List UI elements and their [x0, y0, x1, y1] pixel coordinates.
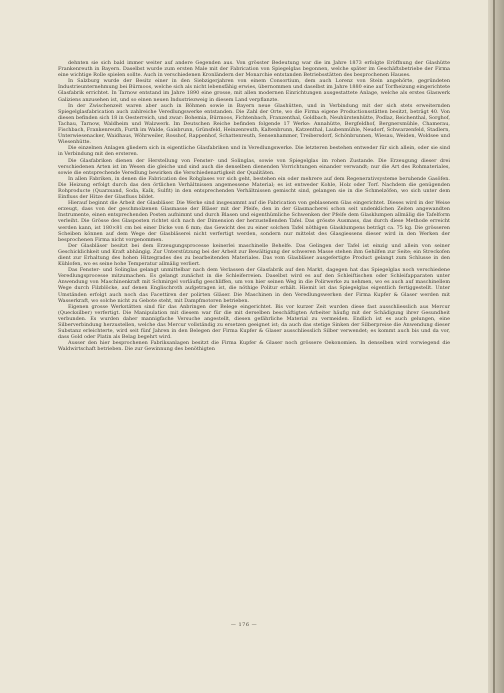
paragraph-3: In der Zwischenzeit waren aber auch in Böhmen sowie in Bayern neue Glashütten, und in Verbindung mit der sich stets erweiternden Spiegelglasfabrication auch zahlreiche Veredlungswerke entstanden. Die Zahl der Orte, wo die Firma eigene Productionsstätten besitzt, beträgt 40. Von diesen befinden sich 18 in Oesterreich, und zwar: Bohemia, Bürmoos, Fichtenbach, Franzenthal, Goldbach, Neuhürstenhütte, Podlaz, Reichenthal, Sorghof, Tachau, Tarnow, Waldheim und Walzwerk. Im Deutschen Reiche befinden folgende 17 Werke: Annahütte, Bergfeldhof, Bergnersmühle, Chamerau, Fischbach, Frankenreuth, Furth im Walde, Gaisbrunn, Grünsfeld, Heinzenreuth, Kaltenbrunn, Katzenthal, Laubenmühle, Neudorf, Schwarzenfeld, Stadlern, Unterwiesenacker, Waidhaus, Wöhrweiler, Rosshof, Rappenhof, Schattenreuth, Sensenhammer, Treibersdorf, Schönbrunnen, Wiesau, Weiden, Woldsee und Wiesenhütte.: [58, 102, 450, 146]
paragraph-10: Eigenen grosse Werkstätten sind für das Anbringen der Belege eingerichtet. Bis vor kurzer Zeit wurden diese fast ausschliesslich aus Mercur (Quecksilber) verfertigt. Die Manipulation mit diesem war für die mit derselben beschäftigten Arbeiter häufig mit der Schädigung ihrer Gesundheit verbunden. Es wurden daher mannigfache Versuche angestellt, diesen gefährliche Material zu vermeiden. Endlich ist es auch gelungen, eine Silberverbindung herzustellen, welche das Mercur vollständig zu ersetzen geeignet ist; da auch das stetige Sinken der Silberpreise die Anwendung dieser Substanz erleichterte, wird seit fünf Jahren in den Belegen der Firma Kupfer & Glaser ausschliesslich Silber verwendet; es kommt auch bis und da vor, dass Gold oder Platin als Belag begehrt wird.: [58, 303, 450, 341]
paragraph-8: Der Glasbläser besitzt bei dem Erzeugungsprocesse keinerlei maschinelle Behelfe. Das Gelingen der Tafel ist einzig und allein von seiner Geschicklichkeit und Kraft abhängig. Zur Unterstützung bei der Arbeit zur Bewältigung der schweren Masse stehen ihm Gehilfen zur Seite; ein Streckofen dient zur Erhaltung des hohen Hitzegrades des zu bearbeitenden Materiales. Das vom Glasbläser ausgefertigte Product gelangt zum Schlusse in den Kühlofen, wo es seine hohe Temperatur allmälig verliert.: [58, 242, 450, 268]
paragraph-6: In allen Fabriken, in denen die Fabrication des Rohglases vor sich geht, bestehen ein oder mehrere auf dem Regenerativsysteme beruhende Gasöfen. Die Heizung erfolgt durch das den örtlichen Verhältnissen angemessene Material; es ist entweder Kohle, Holz oder Torf. Nachdem die genügenden Rohproducte (Quarzsand, Soda, Kalk, Sulfit) in den entsprechenden Verhältnissen gemischt sind, gelangen sie in die Schmelzöfen, wo sich unter dem Einfluss der Hitze der Glasfluss bildet.: [58, 175, 450, 201]
paragraph-1: dehnten sie sich bald immer weiter auf andere Gegenden aus. Von grösster Bedeutung war die im Jahre 1873 erfolgte Eröffnung der Glashütte Frankenreuth in Bayern. Daselbst wurde zum ersten Male mit der Fabrication von Spiegelglas begonnen, welche später im Geschäftsbetriebe der Firma eine wichtige Rolle spielen sollte. Auch in verschiedenen Kronländern der Monarchie entstanden Betriebsstätten des besprochenen Hauses.: [58, 60, 450, 79]
paragraph-4: Die einzelnen Anlagen gliedern sich in eigentliche Glasfabriken und in Veredlungswerke. Die letzteren bestehen entweder für sich allein, oder sie sind in Verbindung mit den ersteren.: [58, 145, 450, 158]
paragraph-5: Die Glasfabriken dienen der Herstellung von Fenster- und Solinglas, sowie von Spiegelglas im rohen Zustande. Die Erzeugung dieser drei verschiedenen Arten ist im Wesen die gleiche und sind auch die denselben dienenden Vorrichtungen einander verwandt; nur die Art des Rohmateriales, sowie die entsprechende Veredlung bewirken die Verschiedenartigkeit der Qualitäten.: [58, 157, 450, 176]
paragraph-11: Ausser den hier besprochenen Fabriksanlagen besitzt die Firma Kupfer & Glaser noch grössere Oekonomien. In denselben wird vorwiegend die Waldwirtschaft betrieben. Die zur Gewinnung des benöthigten: [58, 340, 450, 353]
page-number: — 176 —: [230, 622, 258, 628]
page-edge: [488, 0, 504, 693]
paragraph-2: In Salzburg wurde der Besitz einer in den Siebzigerjahren von einem Consortium, dem auch Lorenz von Stein angehörte, gegründeten Industrieunternehmung bei Bürmoos, welche sich als nicht lebensfähig erwies, übernommen und daselbst im Jahre 1880 eine auf Torfheizung eingerichtete Glasfabrik errichtet. In Tarnow entstand im Jahre 1890 eine grosse, mit allen modernen Einrichtungen ausgestattete Anlage, welche als erstes Glaswerk Galiziens anzusehen ist, und so einen neuen Industriezweig in diesem Land verpflanzte.: [58, 78, 450, 103]
paragraph-9: Das Fenster- und Solinglas gelangt unmittelbar nach dem Verlassen der Glasfabrik auf den Markt, dagegen hat das Spiegelglas noch verschiedene Veredlungsprocesse mitzumachen. Es gelangt zunächst in die Schleiferreien. Daselbst wird es auf den Schleiftischen oder Schleifapparaten unter Anwendung von Maschinenkraft mit Schmirgel vorläufig geschliffen, um von hier seinen Weg in die Polirwerke zu nehmen, wo es auch auf maschinellem Wege durch Filzblöcke, auf denen Englischroth aufgetragen ist, die nöthige Politur erhält. Hiemit ist das Spiegelglas eigentlich fertiggestellt. Unter Umständen erfolgt auch noch das Facettiren der polirten Gläser. Die Maschinen in den Veredlungswerken der Firma Kupfer & Glaser werden mit Wasserkraft, wo solche nicht zu Gebote steht, mit Dampfmotoren betrieben.: [58, 267, 450, 304]
paragraph-7: Hierauf beginnt die Arbeit der Glasbläser. Die Werke sind insgesammt auf die Fabrication von geblasenem Glas eingerichtet. Dieses wird in der Weise erzeugt, dass von der geschmolzenen Glasmasse der Bläser mit der Pfeife, den in der Glasmacherei schon seit undenklichen Zeiten angewandten Instrumente, einen entsprechenden Posten aufnimmt und durch Blasen und eigenthümliche Schwenken der Pfeife dem Glasklumpen allmälig die Tafelform verleiht. Die Grösse des Glasposten richtet sich nach der Dimension der herzustellenden Tafel. Das grösste Ausmass, das durch diese Methode erreicht werden kann, ist 180×81 cm bei einer Dicke von 6 mm; das Gewicht des zu einer solchen Tafel nöthigen Glasklumpens beträgt ca. 75 kg. Die grösseren Scheiben können auf dem Wege der Glasbläserei nicht verfertigt werden, sondern nur mittelst des Glasgiessens dieser wird in den Werken der besprochenen Firma nicht vorgenommen.: [58, 200, 450, 243]
binding-line: [493, 0, 495, 693]
body-text: [58, 60, 450, 353]
